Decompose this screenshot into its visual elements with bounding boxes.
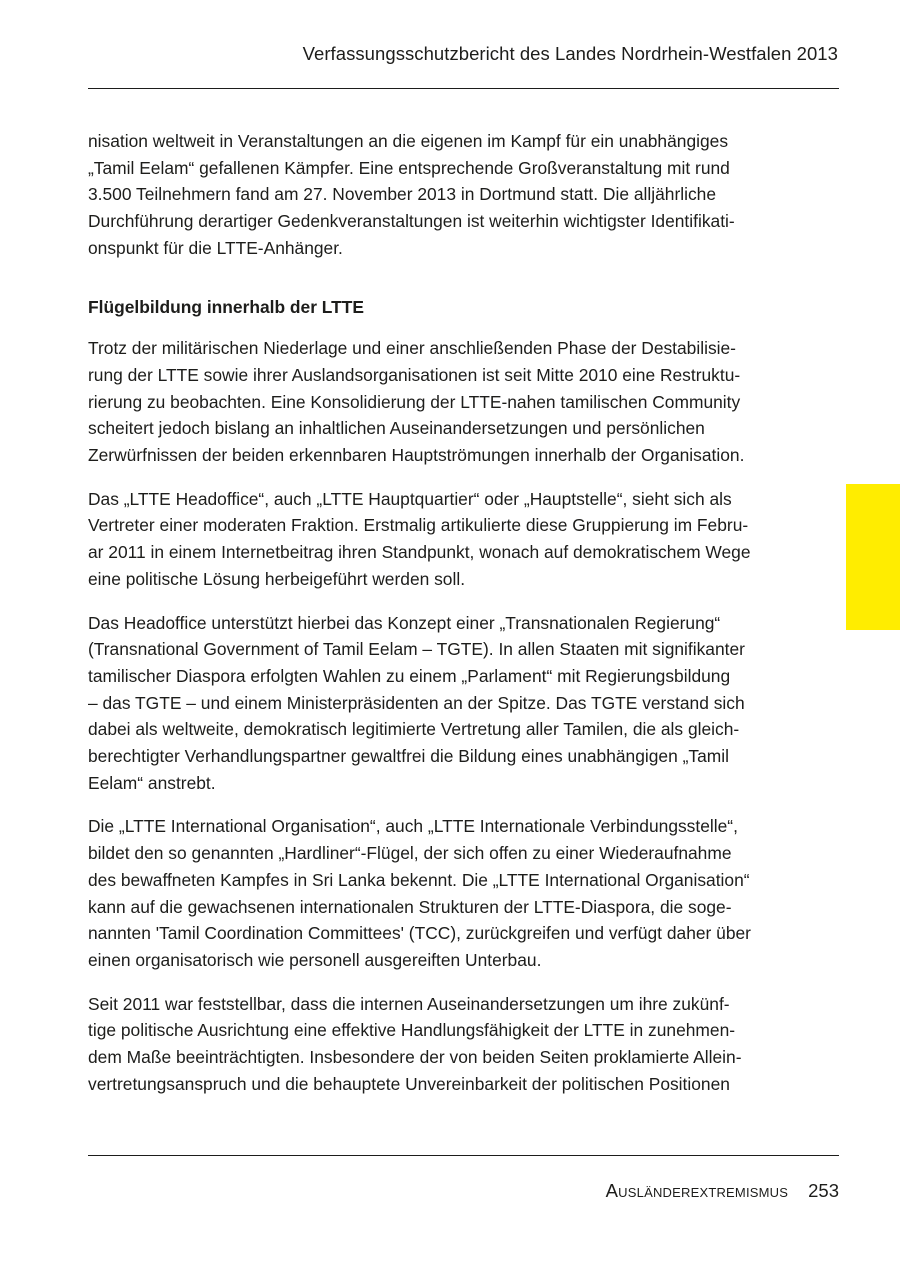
page-footer (606, 1180, 839, 1202)
paragraph-line: Die „LTTE International Organisation“, auch „LTTE Internationale Verbindungsstelle“, (88, 816, 738, 837)
paragraph-line: tige politische Ausrichtung eine effektive Handlungsfähigkeit der LTTE in zunehmen- (88, 1020, 736, 1041)
paragraph-line: berechtigter Verhandlungspartner gewaltfrei die Bildung eines unabhängigen „Tamil (88, 746, 729, 767)
paragraph-line: nannten 'Tamil Coordination Committees' (TCC), zurückgreifen und verfügt daher über (88, 923, 751, 944)
footer-section-name: Ausländerextremismus (605, 1180, 789, 1201)
paragraph-restructuring (88, 335, 808, 469)
paragraph-line: eine politische Lösung herbeigeführt werden soll. (88, 568, 466, 589)
chapter-marker-tab (846, 484, 900, 630)
paragraph-line: Das Headoffice unterstützt hierbei das Konzept einer „Transnationalen Regierung“ (88, 612, 721, 633)
paragraph-line: – das TGTE – und einem Ministerpräsidenten an der Spitze. Das TGTE verstand sich (88, 692, 745, 713)
paragraph-line: Eelam“ anstrebt. (88, 772, 216, 793)
paragraph-line: 3.500 Teilnehmern fand am 27. November 2013 in Dortmund statt. Die alljährliche (88, 184, 717, 205)
paragraph-tgte (88, 610, 808, 797)
page-body (88, 128, 808, 1115)
paragraph-line: rierung zu beobachten. Eine Konsolidierung der LTTE-nahen tamilischen Community (88, 391, 741, 412)
paragraph-line: Zerwürfnissen der beiden erkennbaren Hauptströmungen innerhalb der Organisation. (88, 445, 745, 466)
paragraph-line: onspunkt für die LTTE-Anhänger. (88, 237, 343, 258)
paragraph-line: vertretungsanspruch und die behauptete Unvereinbarkeit der politischen Positionen (88, 1073, 730, 1094)
paragraph-line: (Transnational Government of Tamil Eelam – TGTE). In allen Staaten mit signifikanter (88, 639, 745, 660)
running-header-title: Verfassungsschutzbericht des Landes Nordrhein-Westfalen 2013 (302, 43, 838, 64)
paragraph-line: Seit 2011 war feststellbar, dass die internen Auseinandersetzungen um ihre zukünf- (88, 993, 730, 1014)
paragraph-line: Trotz der militärischen Niederlage und einer anschließenden Phase der Destabilisie- (88, 338, 736, 359)
paragraph-line: dem Maße beeinträchtigten. Insbesondere der von beiden Seiten proklamierte Allein- (88, 1047, 742, 1068)
paragraph-line: „Tamil Eelam“ gefallenen Kämpfer. Eine entsprechende Großveranstaltung mit rund (88, 157, 730, 178)
paragraph-line: Vertreter einer moderaten Fraktion. Erstmalig artikulierte diese Gruppierung im Febru- (88, 515, 749, 536)
paragraph-line: Das „LTTE Headoffice“, auch „LTTE Hauptquartier“ oder „Hauptstelle“, sieht sich als (88, 488, 732, 509)
paragraph-line: einen organisatorisch wie personell ausgereiften Unterbau. (88, 949, 542, 970)
paragraph-line: dabei als weltweite, demokratisch legitimierte Vertretung aller Tamilen, die als gleich- (88, 719, 740, 740)
intro-paragraph (88, 128, 808, 262)
header-rule (88, 88, 839, 89)
paragraph-line: nisation weltweit in Veranstaltungen an die eigenen im Kampf für ein unabhängiges (88, 131, 729, 151)
paragraph-line: tamilischer Diaspora erfolgten Wahlen zu einem „Parlament“ mit Regierungsbildung (88, 665, 731, 686)
paragraph-international-organisation (88, 813, 808, 973)
paragraph-line: des bewaffneten Kampfes in Sri Lanka bekennt. Die „LTTE International Organisation“ (88, 869, 750, 890)
section-heading: Flügelbildung innerhalb der LTTE (88, 296, 364, 317)
paragraph-line: ar 2011 in einem Internetbeitrag ihren Standpunkt, wonach auf demokratischem Wege (88, 542, 751, 563)
paragraph-line: Durchführung derartiger Gedenkveranstaltungen ist weiterhin wichtigster Identifikati- (88, 211, 735, 232)
paragraph-line: bildet den so genannten „Hardliner“-Flügel, der sich offen zu einer Wiederaufnahme (88, 843, 732, 864)
paragraph-line: rung der LTTE sowie ihrer Auslandsorganisationen ist seit Mitte 2010 eine Restruktu- (88, 364, 741, 385)
paragraph-headoffice (88, 486, 808, 593)
paragraph-line: scheitert jedoch bislang an inhaltlichen Auseinandersetzungen und persönlichen (88, 418, 705, 439)
paragraph-line: kann auf die gewachsenen internationalen Strukturen der LTTE-Diaspora, die soge- (88, 896, 732, 917)
page-number: 253 (808, 1180, 839, 1201)
footer-rule (88, 1155, 839, 1156)
paragraph-internal-conflicts (88, 991, 808, 1098)
